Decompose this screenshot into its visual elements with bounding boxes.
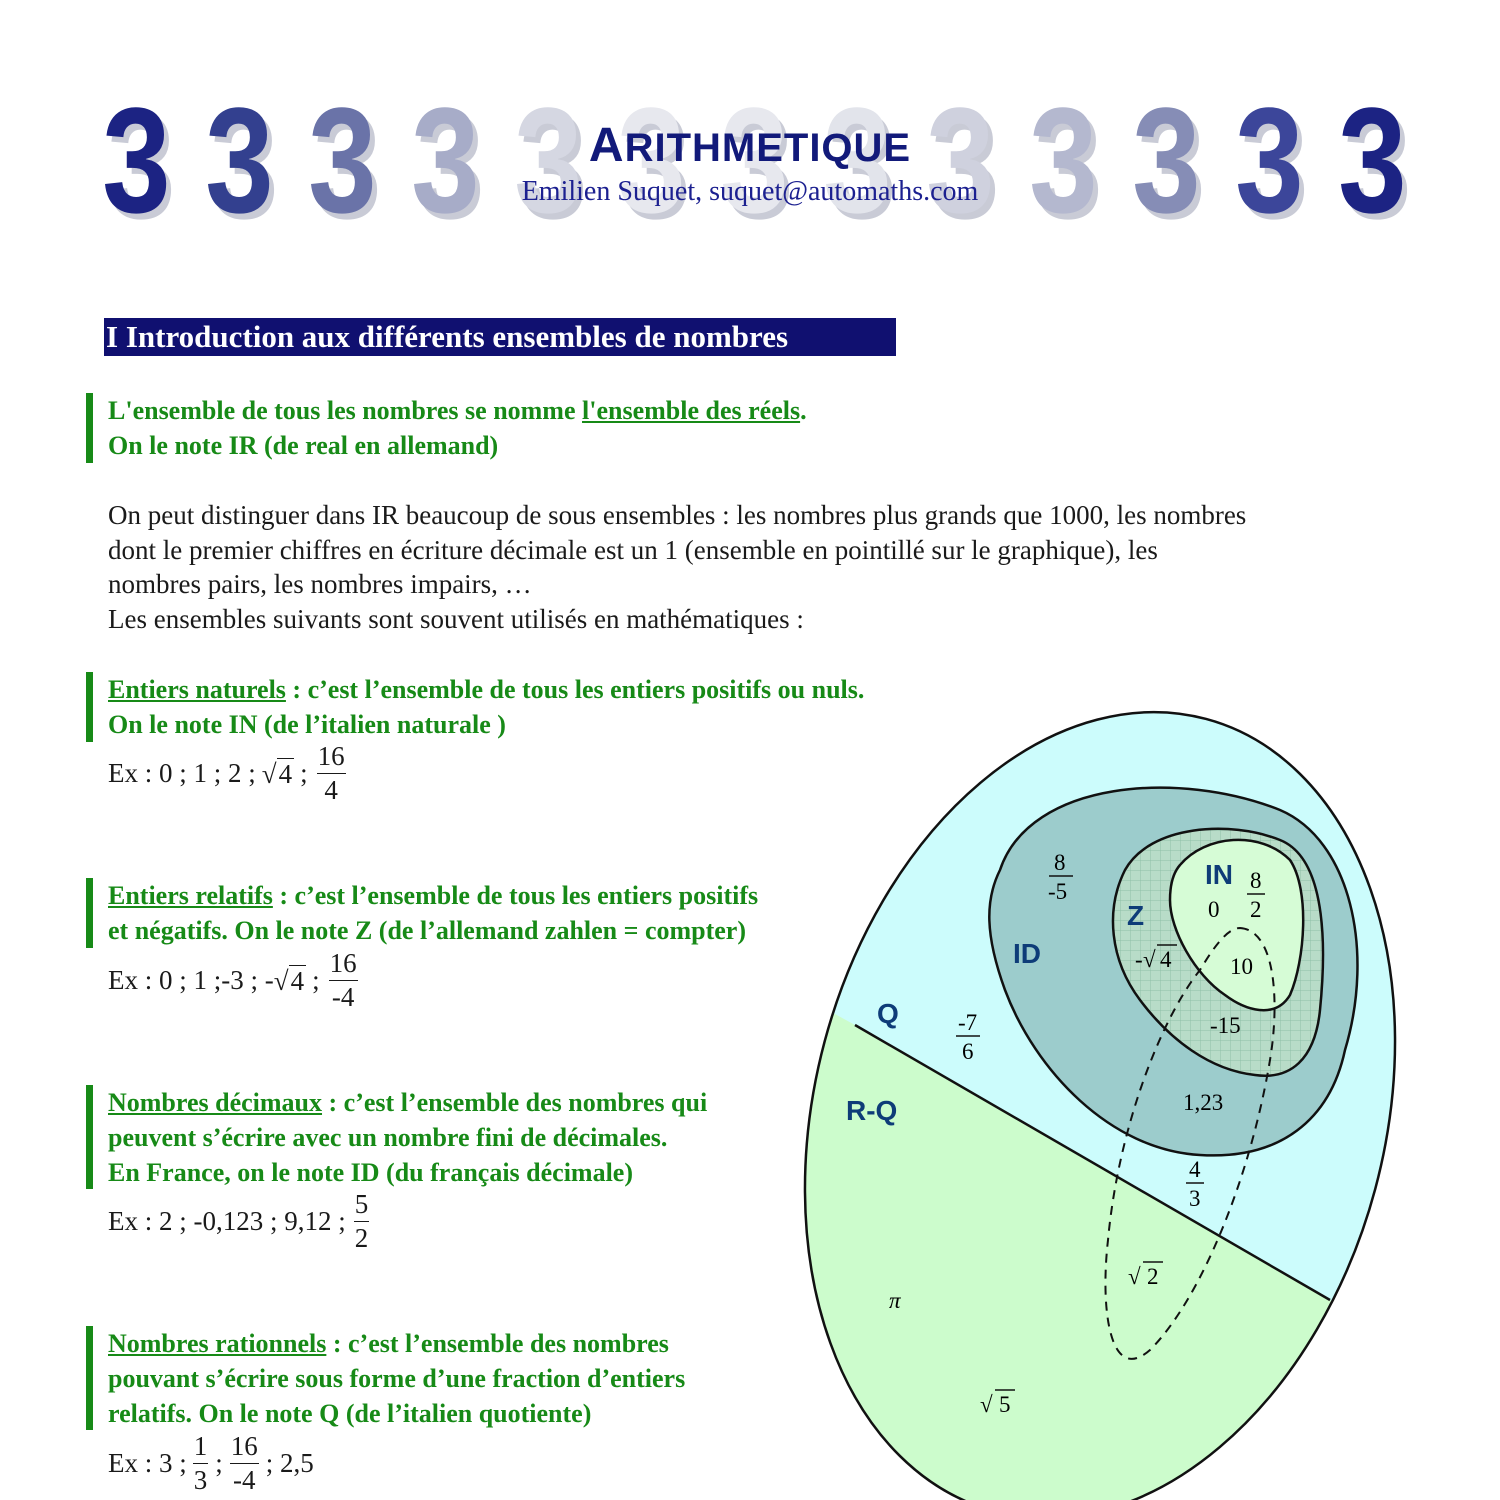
fraction-denominator: 2: [1250, 897, 1262, 922]
fraction-numerator: 16: [230, 1432, 259, 1464]
fraction-denominator: -5: [1048, 879, 1068, 904]
example-prefix: Ex : 3 ;: [108, 1448, 187, 1478]
paragraph-line: dont le premier chiffres en écriture décimale est un 1 (ensemble en pointillé sur le graphique), les: [108, 534, 1158, 565]
number-pi: π: [889, 1288, 901, 1313]
paragraph-line: Les ensembles suivants sont souvent utilisés en mathématiques :: [108, 603, 804, 634]
fraction-numerator: 16: [329, 949, 358, 981]
example-separator: ;: [215, 1448, 223, 1478]
sqrt-symbol: √: [980, 1392, 993, 1417]
fraction-denominator: 4: [324, 775, 338, 805]
relatifs-text: : c’est l’ensemble de tous les entiers positifs: [272, 881, 759, 910]
reals-period: .: [800, 396, 807, 425]
example-prefix: Ex : 0 ; 1 ; 2 ;: [108, 758, 256, 788]
sqrt-symbol: √: [1143, 947, 1156, 972]
sqrt-radicand: 4: [278, 758, 293, 789]
header-digit: 3: [411, 76, 480, 244]
relatifs-term: Entiers relatifs: [108, 881, 273, 910]
fraction-numerator: 8: [1250, 868, 1262, 893]
example-prefix: Ex : 2 ; -0,123 ; 9,12 ;: [108, 1206, 346, 1236]
fraction-denominator: 3: [1189, 1186, 1201, 1211]
number-ten: 10: [1230, 954, 1253, 979]
sqrt-symbol: √: [1128, 1264, 1141, 1289]
sqrt-radicand: 4: [1160, 947, 1172, 972]
header-digit: 3: [1132, 76, 1201, 244]
title-initial: A: [588, 119, 625, 172]
fraction-numerator: 8: [1054, 850, 1066, 875]
fraction-denominator: -4: [233, 1465, 256, 1495]
number-one-point-23: 1,23: [1183, 1090, 1224, 1115]
decimaux-notation: En France, on le note ID (du français décimale): [108, 1158, 634, 1187]
sqrt-radicand: 2: [1147, 1264, 1159, 1289]
example-separator: ;: [312, 965, 320, 995]
paragraph-line: On peut distinguer dans IR beaucoup de sous ensembles : les nombres plus grands que 1000, les nombres: [108, 500, 1247, 530]
author-line: Emilien Suquet, suquet@automaths.com: [521, 176, 979, 207]
header-digit: 3: [205, 76, 274, 244]
fraction-denominator: 3: [193, 1465, 208, 1495]
sqrt-radicand: 4: [290, 965, 305, 996]
header-digit: 3: [720, 76, 789, 244]
example-prefix: Ex : 0 ; 1 ;-3 ; -: [108, 965, 274, 995]
minus-sign: -: [1135, 947, 1143, 972]
header-digit: 3: [926, 76, 995, 244]
sqrt-radicand: 5: [999, 1392, 1011, 1417]
title-rest: RITHMETIQUE: [624, 126, 912, 170]
header-digit: 3: [308, 76, 377, 244]
label-ID: ID: [1013, 938, 1041, 969]
header-digit: 3: [823, 76, 892, 244]
header-digit: 3: [1235, 76, 1304, 244]
rationnels-notation: relatifs. On le note Q (de l’italien quotiente): [108, 1399, 592, 1428]
reals-text: L'ensemble de tous les nombres se nomme: [108, 396, 583, 425]
paragraph-line: nombres pairs, les nombres impairs, …: [108, 569, 532, 599]
fraction-numerator: 1: [193, 1432, 209, 1464]
naturels-term: Entiers naturels: [108, 675, 286, 704]
sqrt-expression: √ 4: [261, 758, 293, 789]
fraction-numerator: 4: [1189, 1157, 1201, 1182]
header-digit: 3: [102, 76, 171, 244]
fraction-numerator: 5: [354, 1190, 370, 1222]
section-heading: I Introduction aux différents ensembles de nombres: [104, 318, 896, 356]
label-Q: Q: [877, 998, 899, 1029]
example-suffix: ; 2,5: [265, 1448, 314, 1478]
reals-term: l'ensemble des réels: [582, 396, 801, 425]
header-digit: 3: [617, 76, 686, 244]
example-separator: ;: [300, 758, 308, 788]
sqrt-expression: √ 4: [273, 965, 305, 996]
decimaux-text: peuvent s’écrire avec un nombre fini de décimales.: [108, 1123, 668, 1152]
rationnels-text: : c’est l’ensemble des nombres: [326, 1329, 669, 1358]
header-digit: 3: [514, 76, 583, 244]
decimaux-text: : c’est l’ensemble des nombres qui: [322, 1088, 708, 1117]
fraction-denominator: -4: [331, 982, 355, 1012]
label-IN: IN: [1205, 859, 1233, 890]
fraction-denominator: 2: [354, 1223, 369, 1253]
decimaux-term: Nombres décimaux: [108, 1088, 323, 1117]
relatifs-notation: et négatifs. On le note Z (de l’allemand zahlen = compter): [108, 916, 747, 945]
rationnels-term: Nombres rationnels: [108, 1329, 327, 1358]
number-minus-fifteen: -15: [1210, 1013, 1241, 1038]
header-digit: 3: [1338, 76, 1407, 244]
fraction-denominator: 6: [962, 1039, 974, 1064]
rationnels-text: pouvant s’écrire sous forme d’une fraction d’entiers: [108, 1364, 686, 1393]
fraction-numerator: -7: [958, 1010, 978, 1035]
label-Z: Z: [1127, 900, 1145, 931]
reals-notation: On le note IR (de real en allemand): [108, 431, 499, 460]
number-zero: 0: [1208, 897, 1220, 922]
naturels-text: : c’est l’ensemble de tous les entiers positifs ou nuls.: [285, 675, 865, 704]
label-RQ: R-Q: [846, 1095, 898, 1126]
fraction-numerator: 16: [317, 742, 346, 774]
naturels-notation: On le note IN (de l’italien naturale ): [108, 710, 506, 739]
header-digit: 3: [1029, 76, 1098, 244]
